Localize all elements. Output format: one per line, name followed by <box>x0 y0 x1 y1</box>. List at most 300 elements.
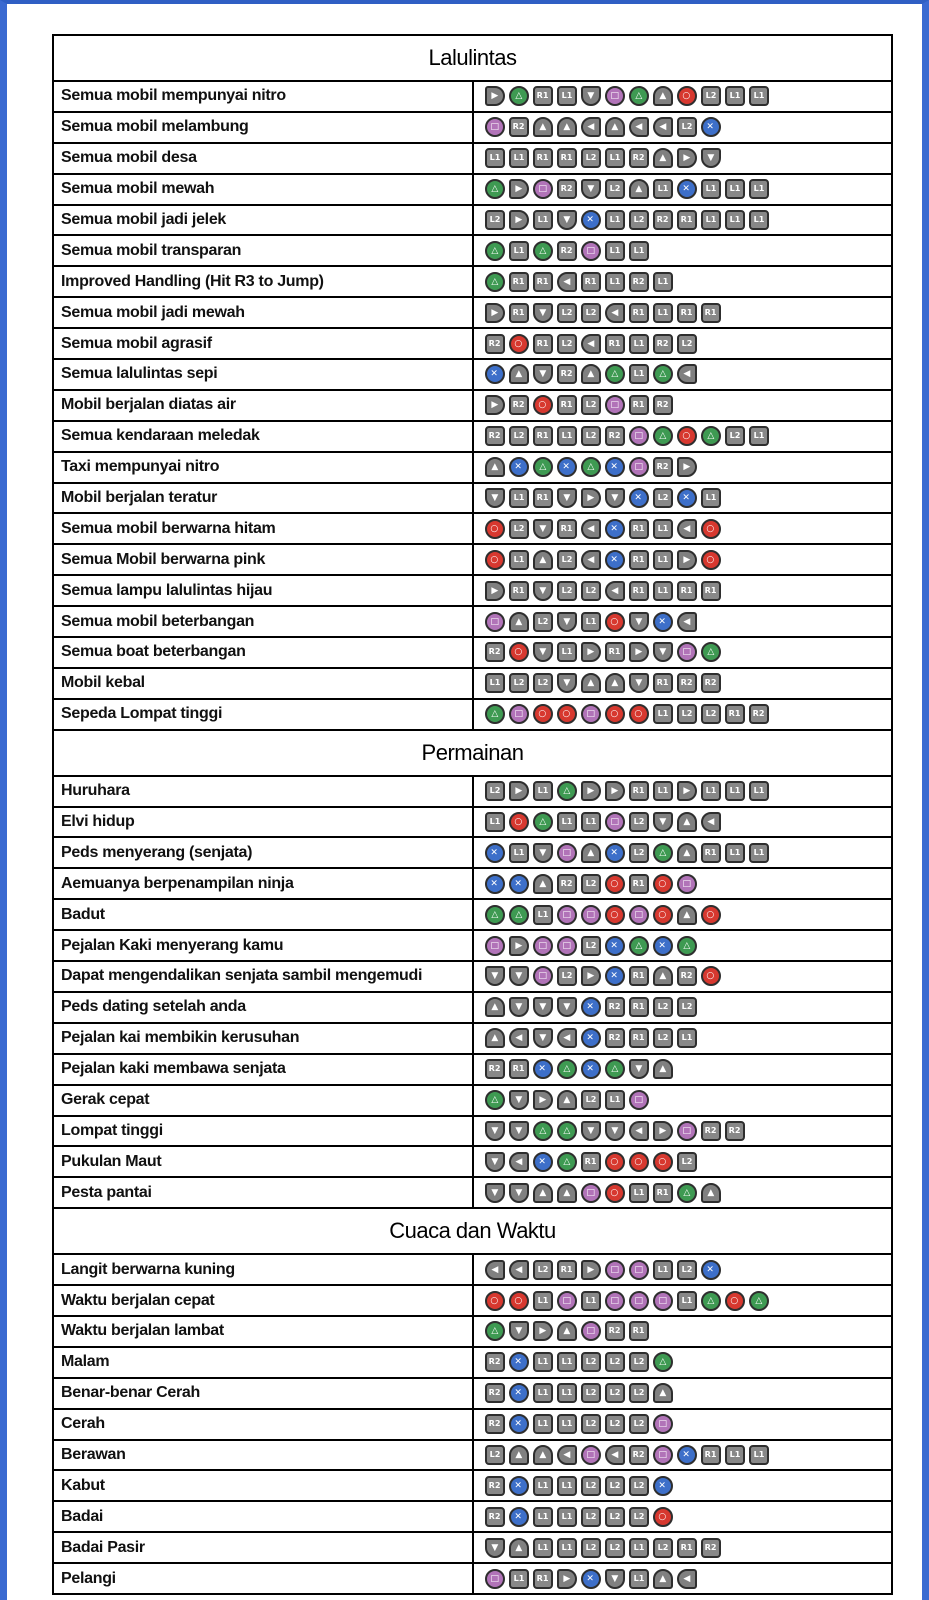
l2-button-icon: L2 <box>605 1352 625 1372</box>
triangle-button-icon: △ <box>485 905 505 925</box>
dpad-up-icon: ▲ <box>677 843 697 863</box>
l1-button-icon: L1 <box>557 1507 577 1527</box>
cheat-name: Langit berwarna kuning <box>53 1254 473 1285</box>
button-sequence <box>473 807 893 838</box>
l2-button-icon: L2 <box>605 1538 625 1558</box>
r2-button-icon: R2 <box>653 395 673 415</box>
dpad-left-icon: ◀ <box>701 812 721 832</box>
table-row <box>53 1254 892 1285</box>
r2-button-icon: R2 <box>557 874 577 894</box>
cross-button-icon: ✕ <box>557 457 577 477</box>
table-row <box>53 807 892 838</box>
triangle-button-icon: △ <box>557 1152 577 1172</box>
dpad-left-icon: ◀ <box>677 519 697 539</box>
dpad-right-icon: ▶ <box>605 781 625 801</box>
cross-button-icon: ✕ <box>581 1028 601 1048</box>
dpad-down-icon: ▼ <box>533 364 553 384</box>
l2-button-icon: L2 <box>701 704 721 724</box>
dpad-left-icon: ◀ <box>605 581 625 601</box>
table-row <box>53 1501 892 1532</box>
r1-button-icon: R1 <box>509 303 529 323</box>
l1-button-icon: L1 <box>557 1538 577 1558</box>
r1-button-icon: R1 <box>629 781 649 801</box>
r2-button-icon: R2 <box>629 272 649 292</box>
cheat-name: Semua mobil berwarna hitam <box>53 513 473 544</box>
dpad-right-icon: ▶ <box>533 1321 553 1341</box>
dpad-down-icon: ▼ <box>629 612 649 632</box>
cheat-name: Pelangi <box>53 1563 473 1594</box>
dpad-down-icon: ▼ <box>557 673 577 693</box>
dpad-left-icon: ◀ <box>557 1028 577 1048</box>
l1-button-icon: L1 <box>653 272 673 292</box>
dpad-up-icon: ▲ <box>701 1183 721 1203</box>
l2-button-icon: L2 <box>485 1445 505 1465</box>
button-sequence <box>473 235 893 266</box>
l2-button-icon: L2 <box>557 334 577 354</box>
circle-button-icon: ○ <box>509 812 529 832</box>
square-button-icon: □ <box>677 642 697 662</box>
r2-button-icon: R2 <box>605 1321 625 1341</box>
cheat-name: Pesta pantai <box>53 1177 473 1208</box>
l2-button-icon: L2 <box>581 1538 601 1558</box>
button-sequence <box>473 930 893 961</box>
r1-button-icon: R1 <box>701 1445 721 1465</box>
r1-button-icon: R1 <box>629 997 649 1017</box>
cross-button-icon: ✕ <box>653 612 673 632</box>
circle-button-icon: ○ <box>653 1152 673 1172</box>
dpad-down-icon: ▼ <box>509 997 529 1017</box>
l2-button-icon: L2 <box>629 1507 649 1527</box>
l1-button-icon: L1 <box>533 1476 553 1496</box>
dpad-up-icon: ▲ <box>533 1445 553 1465</box>
table-row <box>53 1116 892 1147</box>
circle-button-icon: ○ <box>509 642 529 662</box>
r2-button-icon: R2 <box>701 1538 721 1558</box>
dpad-left-icon: ◀ <box>509 1028 529 1048</box>
button-sequence <box>473 899 893 930</box>
l1-button-icon: L1 <box>557 642 577 662</box>
cheat-name: Aemuanya berpenampilan ninja <box>53 868 473 899</box>
dpad-up-icon: ▲ <box>653 1569 673 1589</box>
button-sequence <box>473 174 893 205</box>
table-row <box>53 1146 892 1177</box>
square-button-icon: □ <box>629 1090 649 1110</box>
table-row <box>53 328 892 359</box>
l1-button-icon: L1 <box>605 148 625 168</box>
r1-button-icon: R1 <box>557 148 577 168</box>
cheat-table-container <box>52 34 893 1595</box>
button-sequence <box>473 483 893 514</box>
table-row <box>53 174 892 205</box>
l1-button-icon: L1 <box>509 843 529 863</box>
dpad-right-icon: ▶ <box>533 1090 553 1110</box>
button-sequence <box>473 421 893 452</box>
dpad-right-icon: ▶ <box>509 781 529 801</box>
cross-button-icon: ✕ <box>485 843 505 863</box>
dpad-right-icon: ▶ <box>581 781 601 801</box>
cheat-name: Semua boat beterbangan <box>53 637 473 668</box>
r2-button-icon: R2 <box>485 426 505 446</box>
dpad-down-icon: ▼ <box>605 1121 625 1141</box>
r2-button-icon: R2 <box>653 457 673 477</box>
l1-button-icon: L1 <box>605 210 625 230</box>
l1-button-icon: L1 <box>533 905 553 925</box>
l2-button-icon: L2 <box>677 704 697 724</box>
table-row <box>53 699 892 730</box>
l1-button-icon: L1 <box>749 781 769 801</box>
l1-button-icon: L1 <box>509 550 529 570</box>
dpad-down-icon: ▼ <box>533 1028 553 1048</box>
circle-button-icon: ○ <box>605 612 625 632</box>
dpad-left-icon: ◀ <box>557 1445 577 1465</box>
section-title: Cuaca dan Waktu <box>53 1208 892 1254</box>
dpad-up-icon: ▲ <box>533 874 553 894</box>
button-sequence <box>473 699 893 730</box>
l1-button-icon: L1 <box>605 272 625 292</box>
button-sequence <box>473 776 893 807</box>
l1-button-icon: L1 <box>557 86 577 106</box>
l2-button-icon: L2 <box>677 997 697 1017</box>
cross-button-icon: ✕ <box>485 874 505 894</box>
r2-button-icon: R2 <box>485 642 505 662</box>
r2-button-icon: R2 <box>653 334 673 354</box>
l2-button-icon: L2 <box>653 1538 673 1558</box>
circle-button-icon: ○ <box>605 874 625 894</box>
cross-button-icon: ✕ <box>605 936 625 956</box>
square-button-icon: □ <box>653 1291 673 1311</box>
table-row <box>53 1378 892 1409</box>
dpad-right-icon: ▶ <box>677 148 697 168</box>
circle-button-icon: ○ <box>557 704 577 724</box>
dpad-right-icon: ▶ <box>557 1569 577 1589</box>
triangle-button-icon: △ <box>509 86 529 106</box>
table-row <box>53 112 892 143</box>
r1-button-icon: R1 <box>677 1538 697 1558</box>
triangle-button-icon: △ <box>749 1291 769 1311</box>
triangle-button-icon: △ <box>677 1183 697 1203</box>
l2-button-icon: L2 <box>605 1476 625 1496</box>
cheat-name: Semua lampu lalulintas hijau <box>53 575 473 606</box>
square-button-icon: □ <box>677 874 697 894</box>
dpad-left-icon: ◀ <box>581 334 601 354</box>
cross-button-icon: ✕ <box>677 1445 697 1465</box>
button-sequence <box>473 112 893 143</box>
dpad-right-icon: ▶ <box>581 1260 601 1280</box>
circle-button-icon: ○ <box>701 550 721 570</box>
cross-button-icon: ✕ <box>509 457 529 477</box>
circle-button-icon: ○ <box>701 519 721 539</box>
square-button-icon: □ <box>581 241 601 261</box>
l1-button-icon: L1 <box>629 241 649 261</box>
button-sequence <box>473 837 893 868</box>
dpad-up-icon: ▲ <box>509 1445 529 1465</box>
l2-button-icon: L2 <box>581 148 601 168</box>
l2-button-icon: L2 <box>605 1414 625 1434</box>
r1-button-icon: R1 <box>605 642 625 662</box>
l1-button-icon: L1 <box>533 1291 553 1311</box>
section-title: Lalulintas <box>53 35 892 81</box>
l1-button-icon: L1 <box>725 843 745 863</box>
dpad-right-icon: ▶ <box>485 395 505 415</box>
triangle-button-icon: △ <box>677 936 697 956</box>
cheat-name: Pukulan Maut <box>53 1146 473 1177</box>
cheat-name: Dapat mengendalikan senjata sambil mengemudi <box>53 961 473 992</box>
cheat-name: Semua mobil beterbangan <box>53 606 473 637</box>
table-row <box>53 1440 892 1471</box>
circle-button-icon: ○ <box>653 1507 673 1527</box>
square-button-icon: □ <box>581 1445 601 1465</box>
circle-button-icon: ○ <box>485 1291 505 1311</box>
square-button-icon: □ <box>533 936 553 956</box>
l2-button-icon: L2 <box>581 303 601 323</box>
r1-button-icon: R1 <box>629 303 649 323</box>
cross-button-icon: ✕ <box>605 519 625 539</box>
r1-button-icon: R1 <box>629 519 649 539</box>
button-sequence <box>473 1085 893 1116</box>
square-button-icon: □ <box>557 843 577 863</box>
l2-button-icon: L2 <box>605 179 625 199</box>
cheat-name: Badai <box>53 1501 473 1532</box>
table-row <box>53 1054 892 1085</box>
l2-button-icon: L2 <box>677 117 697 137</box>
triangle-button-icon: △ <box>653 1352 673 1372</box>
l1-button-icon: L1 <box>509 241 529 261</box>
cheat-name: Peds menyerang (senjata) <box>53 837 473 868</box>
cross-button-icon: ✕ <box>509 1476 529 1496</box>
cheat-name: Kabut <box>53 1470 473 1501</box>
triangle-button-icon: △ <box>629 86 649 106</box>
r1-button-icon: R1 <box>509 272 529 292</box>
l2-button-icon: L2 <box>581 874 601 894</box>
l1-button-icon: L1 <box>509 148 529 168</box>
section-title: Permainan <box>53 730 892 776</box>
dpad-down-icon: ▼ <box>533 303 553 323</box>
table-row <box>53 483 892 514</box>
dpad-right-icon: ▶ <box>677 457 697 477</box>
button-sequence <box>473 868 893 899</box>
dpad-up-icon: ▲ <box>557 117 577 137</box>
dpad-right-icon: ▶ <box>677 550 697 570</box>
button-sequence <box>473 1285 893 1316</box>
l2-button-icon: L2 <box>581 1383 601 1403</box>
dpad-right-icon: ▶ <box>509 210 529 230</box>
r1-button-icon: R1 <box>629 395 649 415</box>
triangle-button-icon: △ <box>629 936 649 956</box>
r2-button-icon: R2 <box>605 426 625 446</box>
l1-button-icon: L1 <box>725 1445 745 1465</box>
button-sequence <box>473 266 893 297</box>
dpad-left-icon: ◀ <box>629 1121 649 1141</box>
cheat-name: Malam <box>53 1347 473 1378</box>
cheat-name: Semua lalulintas sepi <box>53 359 473 390</box>
dpad-up-icon: ▲ <box>533 117 553 137</box>
l1-button-icon: L1 <box>485 673 505 693</box>
cheat-name: Semua mobil agrasif <box>53 328 473 359</box>
square-button-icon: □ <box>629 905 649 925</box>
cheat-name: Pejalan kaki membawa senjata <box>53 1054 473 1085</box>
button-sequence <box>473 143 893 174</box>
l2-button-icon: L2 <box>557 550 577 570</box>
triangle-button-icon: △ <box>485 704 505 724</box>
dpad-down-icon: ▼ <box>605 488 625 508</box>
table-row <box>53 513 892 544</box>
square-button-icon: □ <box>485 1569 505 1589</box>
dpad-left-icon: ◀ <box>557 272 577 292</box>
r1-button-icon: R1 <box>533 86 553 106</box>
cross-button-icon: ✕ <box>701 117 721 137</box>
dpad-down-icon: ▼ <box>509 1183 529 1203</box>
r2-button-icon: R2 <box>485 334 505 354</box>
cross-button-icon: ✕ <box>509 874 529 894</box>
cross-button-icon: ✕ <box>509 1352 529 1372</box>
triangle-button-icon: △ <box>605 1059 625 1079</box>
button-sequence <box>473 1501 893 1532</box>
r1-button-icon: R1 <box>629 1321 649 1341</box>
dpad-down-icon: ▼ <box>629 1059 649 1079</box>
button-sequence <box>473 513 893 544</box>
cheat-name: Semua mobil mewah <box>53 174 473 205</box>
dpad-left-icon: ◀ <box>485 1260 505 1280</box>
r2-button-icon: R2 <box>509 395 529 415</box>
dpad-left-icon: ◀ <box>605 1445 625 1465</box>
l2-button-icon: L2 <box>605 1383 625 1403</box>
r2-button-icon: R2 <box>509 117 529 137</box>
button-sequence <box>473 205 893 236</box>
l2-button-icon: L2 <box>509 426 529 446</box>
dpad-down-icon: ▼ <box>485 1152 505 1172</box>
r2-button-icon: R2 <box>605 997 625 1017</box>
l2-button-icon: L2 <box>629 1414 649 1434</box>
r2-button-icon: R2 <box>701 673 721 693</box>
dpad-right-icon: ▶ <box>485 303 505 323</box>
triangle-button-icon: △ <box>557 781 577 801</box>
button-sequence <box>473 81 893 112</box>
dpad-up-icon: ▲ <box>533 550 553 570</box>
l2-button-icon: L2 <box>701 86 721 106</box>
r1-button-icon: R1 <box>629 874 649 894</box>
dpad-right-icon: ▶ <box>581 642 601 662</box>
dpad-up-icon: ▲ <box>653 966 673 986</box>
section-header-row <box>53 730 892 776</box>
r1-button-icon: R1 <box>725 704 745 724</box>
cheat-name: Mobil berjalan diatas air <box>53 390 473 421</box>
cross-button-icon: ✕ <box>605 966 625 986</box>
r2-button-icon: R2 <box>485 1383 505 1403</box>
l1-button-icon: L1 <box>629 1538 649 1558</box>
l1-button-icon: L1 <box>533 210 553 230</box>
r1-button-icon: R1 <box>581 272 601 292</box>
dpad-left-icon: ◀ <box>605 303 625 323</box>
button-sequence <box>473 452 893 483</box>
r2-button-icon: R2 <box>485 1059 505 1079</box>
r1-button-icon: R1 <box>557 395 577 415</box>
cheat-name: Semua mobil desa <box>53 143 473 174</box>
dpad-down-icon: ▼ <box>557 488 577 508</box>
cheat-name: Badut <box>53 899 473 930</box>
square-button-icon: □ <box>653 1414 673 1434</box>
l2-button-icon: L2 <box>629 1383 649 1403</box>
triangle-button-icon: △ <box>533 1121 553 1141</box>
dpad-left-icon: ◀ <box>629 117 649 137</box>
button-sequence <box>473 1254 893 1285</box>
square-button-icon: □ <box>581 1321 601 1341</box>
l2-button-icon: L2 <box>581 426 601 446</box>
cheat-name: Lompat tinggi <box>53 1116 473 1147</box>
dpad-down-icon: ▼ <box>485 966 505 986</box>
r1-button-icon: R1 <box>629 966 649 986</box>
dpad-up-icon: ▲ <box>509 1538 529 1558</box>
button-sequence <box>473 1023 893 1054</box>
dpad-up-icon: ▲ <box>581 364 601 384</box>
cheat-name: Pejalan kai membikin kerusuhan <box>53 1023 473 1054</box>
dpad-up-icon: ▲ <box>485 457 505 477</box>
r1-button-icon: R1 <box>533 148 553 168</box>
button-sequence <box>473 606 893 637</box>
triangle-button-icon: △ <box>485 179 505 199</box>
table-row <box>53 421 892 452</box>
dpad-up-icon: ▲ <box>653 1059 673 1079</box>
dpad-up-icon: ▲ <box>485 997 505 1017</box>
l1-button-icon: L1 <box>701 179 721 199</box>
l1-button-icon: L1 <box>533 1507 553 1527</box>
button-sequence <box>473 544 893 575</box>
l2-button-icon: L2 <box>581 395 601 415</box>
dpad-up-icon: ▲ <box>533 1183 553 1203</box>
cheat-table <box>52 34 893 1595</box>
dpad-right-icon: ▶ <box>509 936 529 956</box>
button-sequence <box>473 1146 893 1177</box>
cross-button-icon: ✕ <box>509 1414 529 1434</box>
r2-button-icon: R2 <box>725 1121 745 1141</box>
r2-button-icon: R2 <box>629 1445 649 1465</box>
table-row <box>53 544 892 575</box>
l1-button-icon: L1 <box>509 488 529 508</box>
l1-button-icon: L1 <box>629 1183 649 1203</box>
l2-button-icon: L2 <box>677 1260 697 1280</box>
l2-button-icon: L2 <box>677 334 697 354</box>
cross-button-icon: ✕ <box>605 457 625 477</box>
button-sequence <box>473 1409 893 1440</box>
r2-button-icon: R2 <box>677 966 697 986</box>
dpad-down-icon: ▼ <box>653 812 673 832</box>
l2-button-icon: L2 <box>557 581 577 601</box>
l1-button-icon: L1 <box>605 1090 625 1110</box>
l2-button-icon: L2 <box>629 1352 649 1372</box>
table-row <box>53 235 892 266</box>
dpad-right-icon: ▶ <box>581 488 601 508</box>
dpad-left-icon: ◀ <box>581 550 601 570</box>
table-row <box>53 961 892 992</box>
l1-button-icon: L1 <box>629 334 649 354</box>
r1-button-icon: R1 <box>677 581 697 601</box>
table-row <box>53 1023 892 1054</box>
dpad-up-icon: ▲ <box>605 673 625 693</box>
r1-button-icon: R1 <box>533 426 553 446</box>
dpad-up-icon: ▲ <box>581 843 601 863</box>
button-sequence <box>473 1054 893 1085</box>
triangle-button-icon: △ <box>653 843 673 863</box>
triangle-button-icon: △ <box>605 364 625 384</box>
l1-button-icon: L1 <box>701 781 721 801</box>
l2-button-icon: L2 <box>533 673 553 693</box>
circle-button-icon: ○ <box>629 704 649 724</box>
r1-button-icon: R1 <box>509 1059 529 1079</box>
cheat-table-body <box>53 35 892 1594</box>
button-sequence <box>473 1470 893 1501</box>
dpad-down-icon: ▼ <box>509 1121 529 1141</box>
square-button-icon: □ <box>605 86 625 106</box>
button-sequence <box>473 637 893 668</box>
